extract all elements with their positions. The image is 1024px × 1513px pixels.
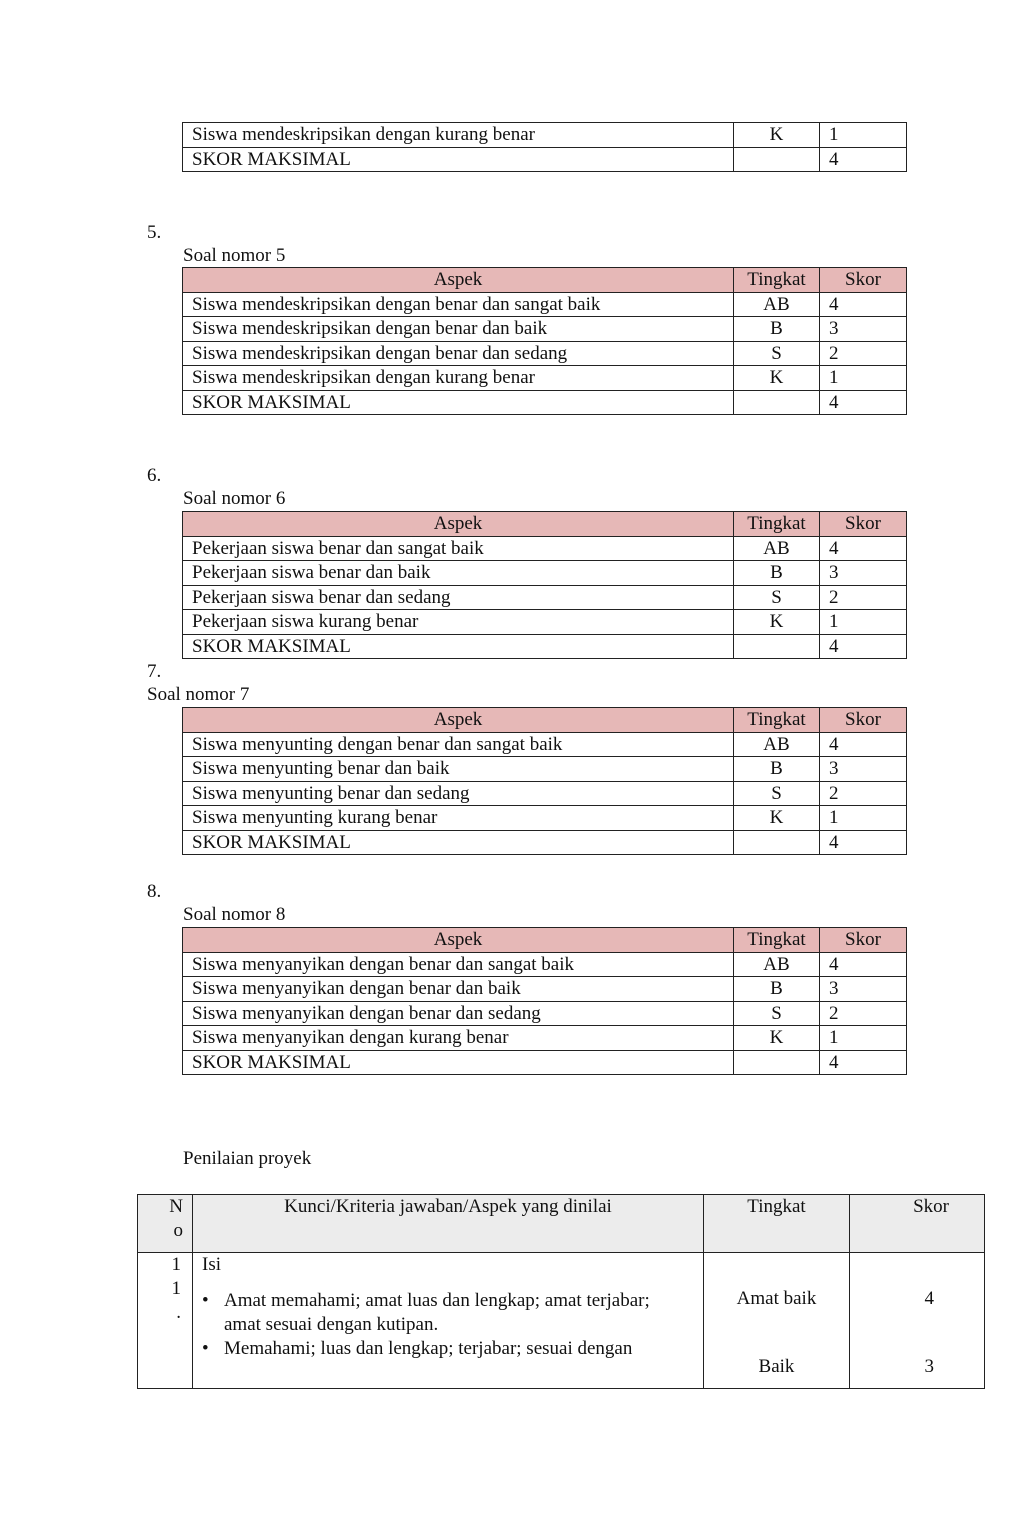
aspek-cell: Pekerjaan siswa benar dan sangat baik	[183, 536, 734, 561]
skor-cell: 4	[820, 536, 907, 561]
tingkat-cell: K	[734, 1026, 820, 1051]
table-row	[183, 952, 907, 977]
header-skor: Skor	[850, 1195, 985, 1253]
skor-cell: 3	[820, 561, 907, 586]
section-number: 5.	[147, 222, 162, 243]
rubric-table-7	[182, 707, 907, 855]
aspek-cell: Pekerjaan siswa benar dan baik	[183, 561, 734, 586]
aspek-cell: Siswa menyanyikan dengan benar dan baik	[183, 977, 734, 1002]
skor-cell: 4	[820, 292, 907, 317]
table-row	[183, 830, 907, 855]
aspek-cell: Siswa mendeskripsikan dengan kurang benar	[183, 123, 734, 148]
tingkat-cell	[734, 147, 820, 172]
tingkat-cell: B	[734, 317, 820, 342]
table-row	[183, 536, 907, 561]
header-row	[183, 512, 907, 537]
skor-cell: 3	[820, 757, 907, 782]
aspek-cell: Siswa mendeskripsikan dengan kurang benar	[183, 366, 734, 391]
table-row	[183, 561, 907, 586]
header-no: N o	[138, 1195, 193, 1253]
table-row	[183, 1026, 907, 1051]
rubric-table-8	[182, 927, 907, 1075]
header-tingkat: Tingkat	[734, 708, 820, 733]
aspek-cell: Pekerjaan siswa benar dan sedang	[183, 585, 734, 610]
skor-cell: 3	[820, 317, 907, 342]
header-kriteria: Kunci/Kriteria jawaban/Aspek yang dinilai	[193, 1195, 704, 1253]
tingkat-cell: B	[734, 561, 820, 586]
table-row	[183, 585, 907, 610]
tingkat-cell: B	[734, 977, 820, 1002]
tingkat-cell: AB	[734, 952, 820, 977]
aspek-cell: SKOR MAKSIMAL	[183, 634, 734, 659]
tingkat-cell	[734, 390, 820, 415]
header-row	[183, 928, 907, 953]
header-row	[183, 708, 907, 733]
aspek-cell: Siswa menyanyikan dengan benar dan sangat baik	[183, 952, 734, 977]
row-number: 1 1 .	[138, 1253, 193, 1389]
table-row	[183, 341, 907, 366]
aspek-cell: Siswa menyanyikan dengan kurang benar	[183, 1026, 734, 1051]
table-row	[183, 1001, 907, 1026]
skor-cell: 1	[820, 366, 907, 391]
skor-cell: 3	[820, 977, 907, 1002]
aspek-cell: SKOR MAKSIMAL	[183, 1050, 734, 1075]
table-row	[183, 123, 907, 148]
criteria-title: Isi	[202, 1254, 221, 1275]
aspek-cell: Siswa menyanyikan dengan benar dan sedang	[183, 1001, 734, 1026]
skor-cell: 4	[820, 952, 907, 977]
skor-cell: 2	[820, 341, 907, 366]
header-aspek: Aspek	[183, 268, 734, 293]
aspek-cell: Siswa menyunting kurang benar	[183, 806, 734, 831]
table-row	[183, 147, 907, 172]
header-tingkat: Tingkat	[704, 1195, 850, 1253]
tingkat-cell: B	[734, 757, 820, 782]
aspek-cell: Siswa menyunting benar dan baik	[183, 757, 734, 782]
table-row	[183, 317, 907, 342]
table-row	[183, 781, 907, 806]
skor-cell: 4	[820, 634, 907, 659]
skor-cell: 2	[820, 585, 907, 610]
skor-cell: 1	[820, 806, 907, 831]
skor-cell: 1	[820, 1026, 907, 1051]
tingkat-cell	[704, 1253, 850, 1389]
section-caption: Soal nomor 8	[183, 904, 286, 925]
aspek-cell: Siswa menyunting benar dan sedang	[183, 781, 734, 806]
section-caption: Soal nomor 7	[147, 684, 250, 705]
header-tingkat: Tingkat	[734, 928, 820, 953]
tingkat-cell: S	[734, 585, 820, 610]
header-tingkat: Tingkat	[734, 512, 820, 537]
tingkat-cell: S	[734, 1001, 820, 1026]
bullet-icon: •	[202, 1338, 209, 1359]
skor-cell: 4	[820, 1050, 907, 1075]
header-skor: Skor	[820, 928, 907, 953]
skor-cell: 4	[820, 390, 907, 415]
table-row	[183, 366, 907, 391]
skor-4: 4	[924, 1288, 934, 1309]
rubric-table-5	[182, 267, 907, 415]
section-number: 7.	[147, 661, 162, 682]
skor-cell: 4	[820, 830, 907, 855]
tingkat-cell: AB	[734, 732, 820, 757]
header-aspek: Aspek	[183, 708, 734, 733]
rubric-table-6	[182, 511, 907, 659]
skor-cell: 4	[820, 732, 907, 757]
section-caption: Soal nomor 6	[183, 488, 286, 509]
bullet-icon: •	[202, 1290, 209, 1311]
skor-cell: 4	[820, 147, 907, 172]
list-item: • Amat memahami; amat luas dan lengkap; amat terjabar; amat sesuai dengan kutipan.	[202, 1290, 650, 1335]
table-row	[183, 610, 907, 635]
header-skor: Skor	[820, 512, 907, 537]
tingkat-cell: AB	[734, 292, 820, 317]
aspek-cell: SKOR MAKSIMAL	[183, 390, 734, 415]
skor-3: 3	[924, 1356, 934, 1377]
skor-cell: 2	[820, 1001, 907, 1026]
skor-cell: 1	[820, 610, 907, 635]
kriteria-cell	[193, 1253, 704, 1389]
header-aspek: Aspek	[183, 928, 734, 953]
tingkat-cell: S	[734, 781, 820, 806]
section-caption: Soal nomor 5	[183, 245, 286, 266]
section-number: 8.	[147, 881, 162, 902]
table-row	[183, 757, 907, 782]
project-assessment-table	[137, 1194, 985, 1389]
header-row	[138, 1195, 985, 1253]
tingkat-cell: K	[734, 806, 820, 831]
aspek-cell: Siswa menyunting dengan benar dan sangat baik	[183, 732, 734, 757]
project-heading: Penilaian proyek	[183, 1148, 312, 1169]
table-row	[183, 1050, 907, 1075]
header-skor: Skor	[820, 708, 907, 733]
aspek-cell: Siswa mendeskripsikan dengan benar dan sangat baik	[183, 292, 734, 317]
section-number: 6.	[147, 465, 162, 486]
tingkat-cell: K	[734, 610, 820, 635]
table-row	[183, 292, 907, 317]
table-row	[138, 1253, 985, 1389]
header-skor: Skor	[820, 268, 907, 293]
table-row	[183, 977, 907, 1002]
tingkat-amat-baik: Amat baik	[736, 1288, 817, 1309]
tingkat-cell	[734, 1050, 820, 1075]
header-row	[183, 268, 907, 293]
table-row	[183, 732, 907, 757]
tingkat-cell	[734, 830, 820, 855]
tingkat-cell: S	[734, 341, 820, 366]
aspek-cell: Siswa mendeskripsikan dengan benar dan sedang	[183, 341, 734, 366]
aspek-cell: Pekerjaan siswa kurang benar	[183, 610, 734, 635]
tingkat-cell: K	[734, 366, 820, 391]
table-row	[183, 634, 907, 659]
criteria-list	[202, 1289, 703, 1361]
aspek-cell: SKOR MAKSIMAL	[183, 147, 734, 172]
header-aspek: Aspek	[183, 512, 734, 537]
tingkat-cell: K	[734, 123, 820, 148]
table-row	[183, 390, 907, 415]
tingkat-cell	[734, 634, 820, 659]
aspek-cell: SKOR MAKSIMAL	[183, 830, 734, 855]
header-tingkat: Tingkat	[734, 268, 820, 293]
rubric-table-continued	[182, 122, 907, 172]
skor-cell	[850, 1253, 985, 1389]
list-item: • Memahami; luas dan lengkap; terjabar; sesuai dengan	[202, 1338, 633, 1359]
skor-cell: 2	[820, 781, 907, 806]
skor-cell: 1	[820, 123, 907, 148]
tingkat-cell: AB	[734, 536, 820, 561]
tingkat-baik: Baik	[758, 1356, 795, 1377]
aspek-cell: Siswa mendeskripsikan dengan benar dan baik	[183, 317, 734, 342]
table-row	[183, 806, 907, 831]
